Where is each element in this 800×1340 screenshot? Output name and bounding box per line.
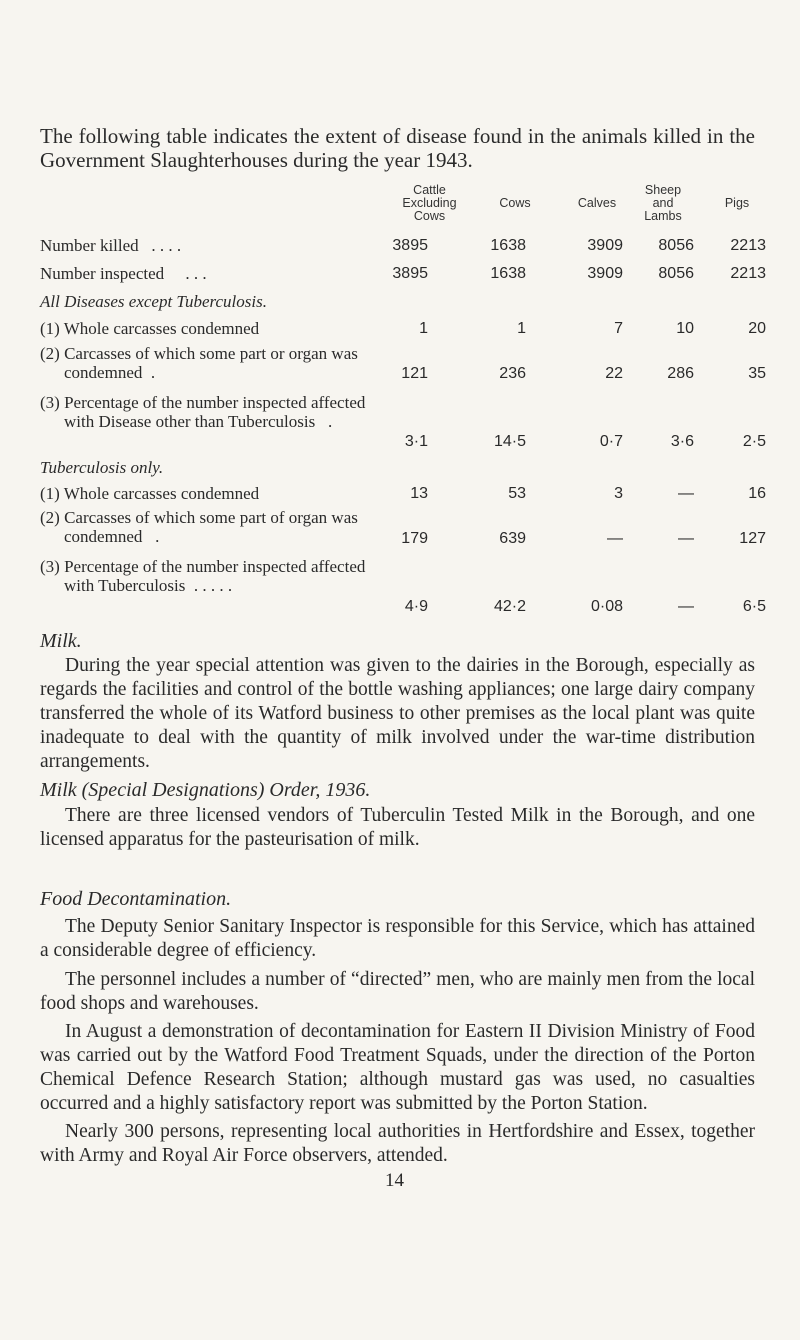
table-section-heading: Tuberculosis only. <box>40 458 164 477</box>
section-heading-milk-order: Milk (Special Designations) Order, 1936. <box>40 779 371 801</box>
section-heading-food-decontamination: Food Decontamination. <box>40 888 232 910</box>
col-header-calves: Calves <box>577 196 617 210</box>
page-number: 14 <box>385 1170 404 1191</box>
table-cell: 286 <box>667 365 694 382</box>
table-row-label: (3) Percentage of the number inspected affected with Tuberculosis . . . . . <box>40 557 366 595</box>
table-cell: 13 <box>410 485 428 502</box>
table-cell: 3909 <box>587 237 623 254</box>
table-cell: 8056 <box>658 237 694 254</box>
table-cell: 22 <box>605 365 623 382</box>
table-cell: 42·2 <box>493 598 526 615</box>
table-cell: 1638 <box>490 265 526 282</box>
table-cell: — <box>678 530 694 547</box>
table-row-label: (2) Carcasses of which some part or organ was condemned . <box>40 344 358 382</box>
table-cell: 4·9 <box>404 598 428 615</box>
table-cell: 3909 <box>587 265 623 282</box>
table-section-heading: All Diseases except Tuberculosis. <box>40 292 267 311</box>
milk-order-paragraph: There are three licensed vendors of Tuberculin Tested Milk in the Borough, and one licensed apparatus for the pasteurisation of milk. <box>40 805 755 850</box>
table-cell: 1638 <box>490 237 526 254</box>
table-row-label: (1) Whole carcasses condemned <box>40 319 260 338</box>
col-header-cows: Cows <box>499 196 531 210</box>
table-row-label: Number killed . . . . <box>40 236 182 255</box>
table-cell: 3895 <box>392 237 428 254</box>
table-cell: 121 <box>401 365 428 382</box>
table-cell: 1 <box>517 320 526 337</box>
table-cell: — <box>678 485 694 502</box>
table-cell: — <box>678 598 694 615</box>
table-cell: 0·7 <box>599 433 623 450</box>
table-cell: 179 <box>401 530 428 547</box>
table-cell: 16 <box>748 485 766 502</box>
table-cell: 1 <box>419 320 428 337</box>
table-cell: 20 <box>748 320 766 337</box>
col-header-sheep: Sheep and Lambs <box>644 183 682 223</box>
table-row-label: Number inspected . . . <box>40 264 207 283</box>
table-row-label: (3) Percentage of the number inspected affected with Disease other than Tuberculosis . <box>40 393 366 431</box>
table-cell: 7 <box>614 320 623 337</box>
table-cell: 10 <box>676 320 694 337</box>
table-cell: 2213 <box>730 265 766 282</box>
col-header-pigs: Pigs <box>724 196 750 210</box>
table-cell: 3 <box>614 485 623 502</box>
table-cell: 2213 <box>730 237 766 254</box>
table-cell: 53 <box>508 485 526 502</box>
section-heading-milk: Milk. <box>40 630 82 652</box>
food-paragraph-4: Nearly 300 persons, representing local authorities in Hertfordshire and Essex, together with Army and Royal Air Force observers, attended. <box>40 1121 755 1166</box>
table-cell: 8056 <box>658 265 694 282</box>
food-paragraph-1: The Deputy Senior Sanitary Inspector is responsible for this Service, which has attained a considerable degree of efficiency. <box>40 916 755 961</box>
table-cell: 2·5 <box>742 433 766 450</box>
col-header-cattle: Cattle Excluding Cows <box>402 183 457 223</box>
table-cell: 3·6 <box>670 433 694 450</box>
intro-paragraph: The following table indicates the extent of disease found in the animals killed in the Government Slaughterhouses during the year 1943. <box>40 124 755 172</box>
table-cell: 639 <box>499 530 526 547</box>
table-cell: 3895 <box>392 265 428 282</box>
table-cell: 3·1 <box>404 433 428 450</box>
table-cell: 6·5 <box>742 598 766 615</box>
table-cell: 14·5 <box>493 433 526 450</box>
table-cell: 127 <box>739 530 766 547</box>
table-cell: 236 <box>499 365 526 382</box>
table-row-label: (2) Carcasses of which some part of organ was condemned . <box>40 508 358 546</box>
food-paragraph-3: In August a demonstration of decontamination for Eastern II Division Ministry of Food was carried out by the Watford Food Treatment Squads, under the direction of the Porton Chemical Defence Research Station; although mustard gas was used, no casualties occurred and a highly satisfactory report was submitted by the Porton Station. <box>40 1021 755 1114</box>
food-paragraph-2: The personnel includes a number of “directed” men, who are mainly men from the local food shops and warehouses. <box>40 969 755 1014</box>
table-cell: 35 <box>748 365 766 382</box>
table-cell: — <box>607 530 623 547</box>
table-cell: 0·08 <box>590 598 623 615</box>
table-row-label: (1) Whole carcasses condemned <box>40 484 260 503</box>
milk-paragraph: During the year special attention was given to the dairies in the Borough, especially as regards the facilities and control of the bottle washing appliances; one large dairy company transferred the whole of its Watford business to other premises as the local plant was quite inadequate to deal with the quantity of milk involved under the war-time distribution arrangements. <box>40 655 755 772</box>
